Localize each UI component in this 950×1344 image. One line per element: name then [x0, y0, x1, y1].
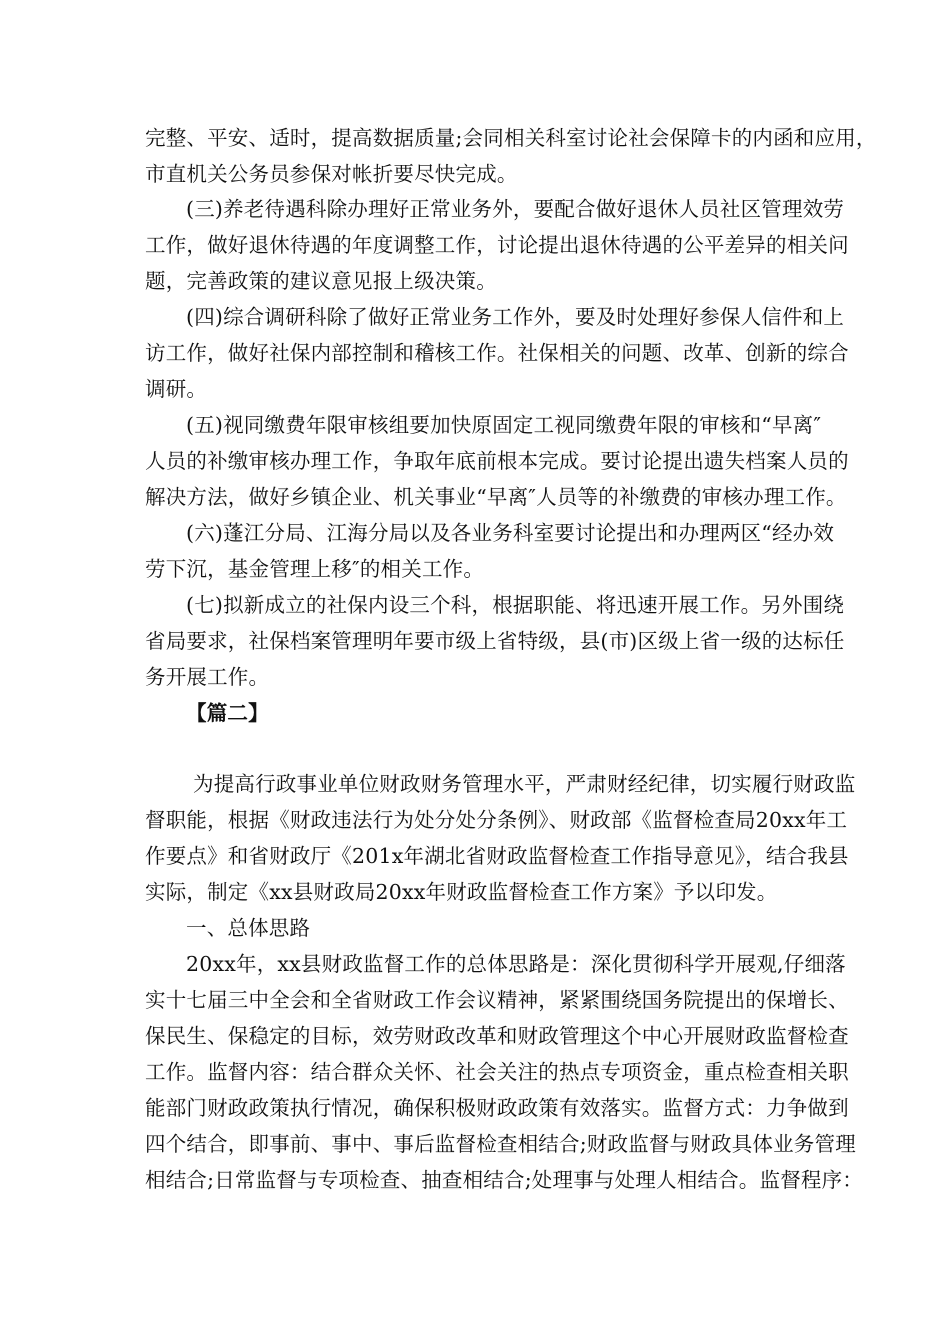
text-line: 劳下沉，基金管理上移″的相关工作。	[145, 557, 485, 581]
subsection-heading: 一、总体思路	[186, 916, 311, 940]
text-line: 工作，做好退休待遇的年度调整工作，讨论提出退休待遇的公平差异的相关问	[145, 233, 849, 257]
text-line: (五)视同缴费年限审核组要加快原固定工视同缴费年限的审核和“早离″	[186, 413, 822, 437]
text-line: 工作。监督内容：结合群众关怀、社会关注的热点专项资金，重点检查相关职	[145, 1060, 849, 1084]
text-line: 题，完善政策的建议意见报上级决策。	[145, 269, 497, 293]
text-line: (六)蓬江分局、江海分局以及各业务科室要讨论提出和办理两区“经办效	[186, 521, 835, 545]
text-line: (三)养老待遇科除办理好正常业务外，要配合做好退休人员社区管理效劳	[186, 197, 845, 221]
text-line: 省局要求，社保档案管理明年要市级上省特级，县(市)区级上省一级的达标任	[145, 629, 845, 653]
text-line: 为提高行政事业单位财政财务管理水平，严肃财经纪律，切实履行财政监	[193, 772, 856, 796]
text-line: 调研。	[145, 377, 208, 401]
text-line: 保民生、保稳定的目标，效劳财政改革和财政管理这个中心开展财政监督检查	[145, 1024, 849, 1048]
text-line: 访工作，做好社保内部控制和稽核工作。社保相关的问题、改革、创新的综合	[145, 341, 849, 365]
text-line: 20xx年，xx县财政监督工作的总体思路是：深化贯彻科学开展观,仔细落	[186, 952, 846, 976]
text-line: 能部门财政政策执行情况，确保积极财政政策有效落实。监督方式：力争做到	[145, 1096, 849, 1120]
section-heading: 【篇二】	[186, 701, 269, 725]
text-line: 督职能，根据《财政违法行为处分处分条例》、财政部《监督检查局20xx年工	[145, 808, 848, 832]
text-line: 作要点》和省财政厅《201x年湖北省财政监督检查工作指导意见》，结合我县	[145, 844, 849, 868]
text-line: (四)综合调研科除了做好正常业务工作外，要及时处理好参保人信件和上	[186, 305, 845, 329]
text-line: 市直机关公务员参保对帐折要尽快完成。	[145, 162, 518, 186]
text-line: 完整、平安、适时，提高数据质量;会同相关科室讨论社会保障卡的内函和应用，	[145, 126, 877, 150]
text-line: 实十七届三中全会和全省财政工作会议精神，紧紧围绕国务院提出的保增长、	[145, 988, 849, 1012]
text-line: (七)拟新成立的社保内设三个科，根据职能、将迅速开展工作。另外围绕	[186, 593, 845, 617]
text-line: 实际，制定《xx县财政局20xx年财政监督检查工作方案》予以印发。	[145, 880, 778, 904]
text-line: 四个结合，即事前、事中、事后监督检查相结合;财政监督与财政具体业务管理	[145, 1132, 856, 1156]
text-line: 务开展工作。	[145, 665, 270, 689]
text-line: 人员的补缴审核办理工作，争取年底前根本完成。要讨论提出遗失档案人员的	[145, 449, 849, 473]
text-line: 解决方法，做好乡镇企业、机关事业“早离″人员等的补缴费的审核办理工作。	[145, 485, 847, 509]
text-line: 相结合;日常监督与专项检查、抽查相结合;处理事与处理人相结合。监督程序：	[145, 1168, 864, 1192]
